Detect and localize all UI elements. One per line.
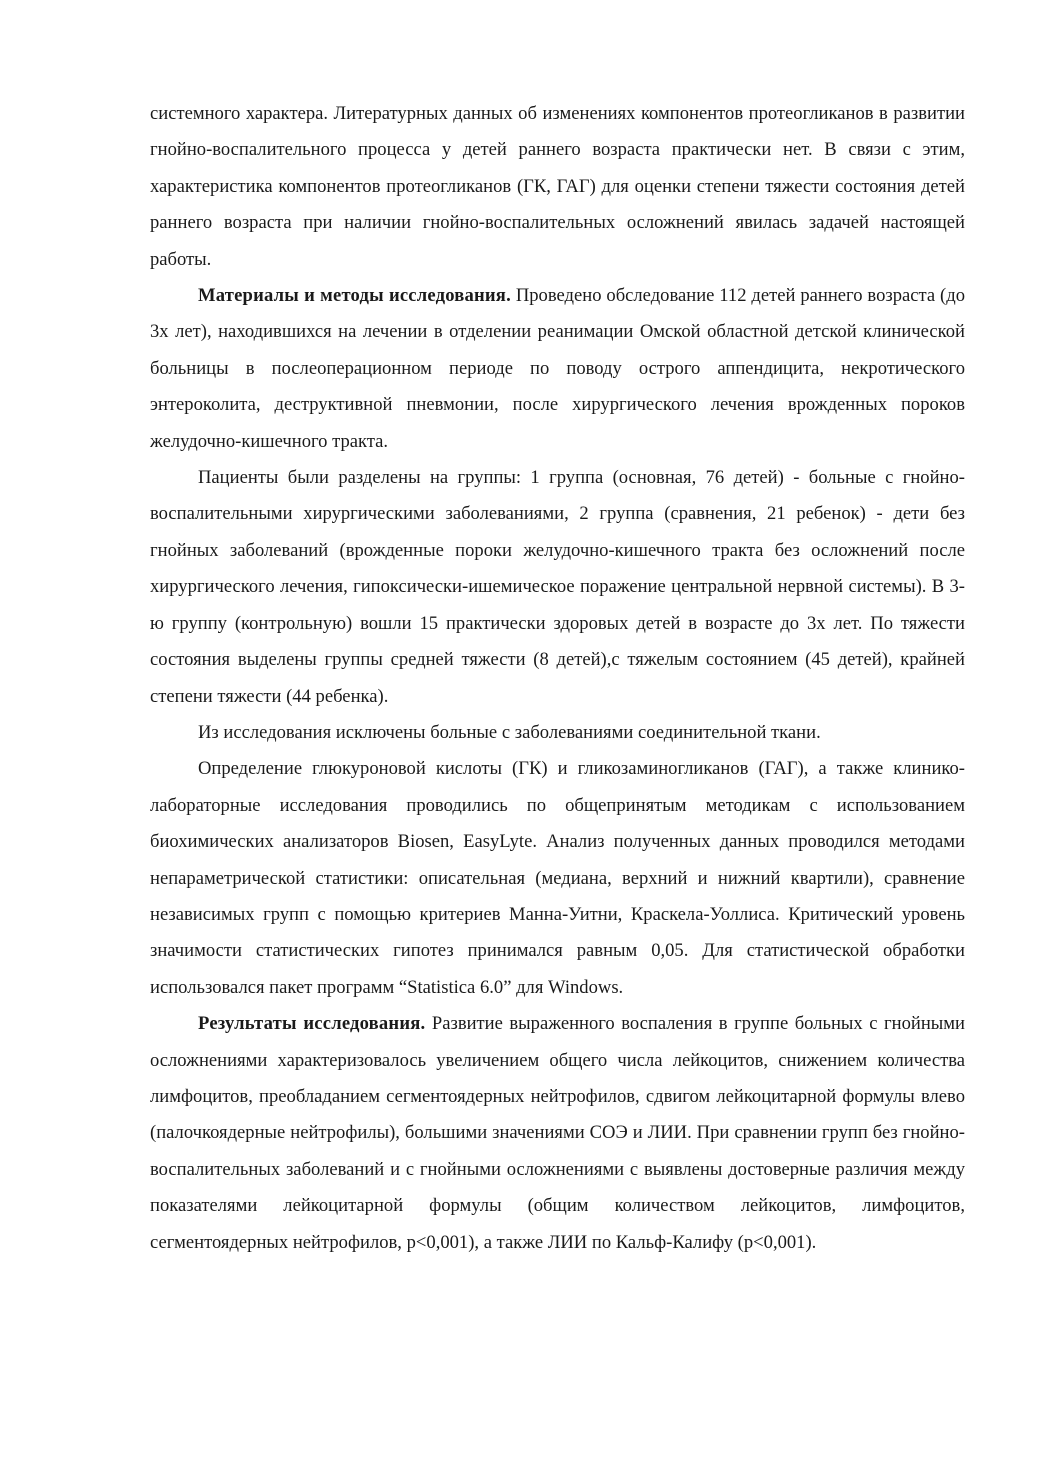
- paragraph-introduction-end: [150, 96, 965, 278]
- paragraph-text: Пациенты были разделены на группы: 1 группа (основная, 76 детей) - больные с гнойно-воспалительными хирургическими заболеваниями, 2 группа (сравнения, 21 ребенок) - дети без гнойных заболеваний (врожденные пороки желудочно-кишечного тракта без осложнений после хирургического лечения, гипоксически-ишемическое поражение центральной нервной системы). В 3-ю группу (контрольную) вошли 15 практически здоровых детей в возрасте до 3х лет. По тяжести состояния выделены группы средней тяжести (8 детей),с тяжелым состоянием (45 детей), крайней степени тяжести (44 ребенка).: [150, 467, 965, 707]
- article-body: [150, 96, 965, 1261]
- paragraph-text: Развитие выраженного воспаления в группе больных с гнойными осложнениями характеризовалось увеличением общего числа лейкоцитов, снижением количества лимфоцитов, преобладанием сегментоядерных нейтрофилов, сдвигом лейкоцитарной формулы влево (палочкоядерные нейтрофилы), большими значениями СОЭ и ЛИИ. При сравнении групп без гнойно-воспалительных заболеваний и с гнойными осложнениями с выявлены достоверные различия между показателями лейкоцитарной формулы (общим количеством лейкоцитов, лимфоцитов, сегментоядерных нейтрофилов, p<0,001), а также ЛИИ по Кальф-Калифу (p<0,001).: [150, 1013, 965, 1253]
- section-heading-results: Результаты исследования.: [198, 1013, 426, 1035]
- paragraph-patient-groups: [150, 460, 965, 715]
- paragraph-text: системного характера. Литературных данных об изменениях компонентов протеогликанов в развитии гнойно-воспалительного процесса у детей раннего возраста практически нет. В связи с этим, характеристика компонентов протеогликанов (ГК, ГАГ) для оценки степени тяжести состояния детей раннего возраста при наличии гнойно-воспалительных осложнений явилась задачей настоящей работы.: [150, 103, 965, 270]
- paragraph-text: Из исследования исключены больные с заболеваниями соединительной ткани.: [198, 721, 821, 743]
- paragraph-text: Определение глюкуроновой кислоты (ГК) и гликозаминогликанов (ГАГ), а также клинико-лабораторные исследования проводились по общепринятым методикам с использованием биохимических анализаторов Biosen, EasyLyte. Анализ полученных данных проводился методами непараметрической статистики: описательная (медиана, верхний и нижний квартили), сравнение независимых групп с помощью критериев Манна-Уитни, Краскела-Уоллиса. Критический уровень значимости статистических гипотез принимался равным 0,05. Для статистической обработки использовался пакет программ “Statistica 6.0” для Windows.: [150, 758, 965, 998]
- paragraph-text: Проведено обследование 112 детей раннего возраста (до 3х лет), находившихся на лечении в отделении реанимации Омской областной детской клинической больницы в послеоперационном периоде по поводу острого аппендицита, некротического энтероколита, деструктивной пневмонии, после хирургического лечения врожденных пороков желудочно-кишечного тракта.: [150, 285, 965, 452]
- paragraph-results: [150, 1006, 965, 1261]
- paragraph-materials-methods: [150, 278, 965, 460]
- section-heading-materials-methods: Материалы и методы исследования.: [198, 285, 511, 307]
- paragraph-laboratory-methods: [150, 751, 965, 1006]
- paragraph-exclusion-criteria: [150, 715, 965, 751]
